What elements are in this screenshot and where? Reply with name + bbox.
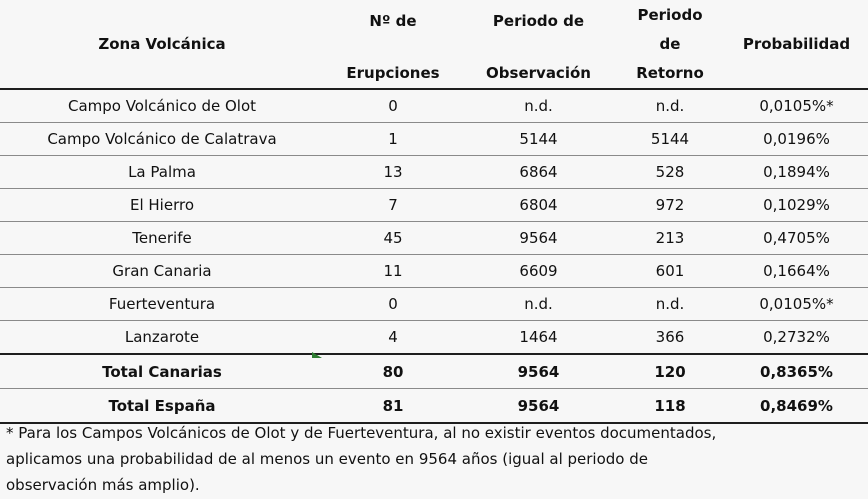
- total-row-canarias: [0, 354, 868, 389]
- cell-probabilidad: 0,1894%: [725, 156, 868, 189]
- footnote-line: aplicamos una probabilidad de al menos un evento en 9564 años (igual al periodo de: [6, 450, 648, 468]
- cell-zona: Total España: [0, 389, 324, 424]
- cell-erupciones: 0: [324, 288, 462, 321]
- table-row: [0, 89, 868, 123]
- cell-observacion: 6804: [462, 189, 615, 222]
- cell-erupciones: 1: [324, 123, 462, 156]
- cell-erupciones: 4: [324, 321, 462, 355]
- cell-retorno: 213: [615, 222, 725, 255]
- footnote-line: observación más amplio).: [6, 476, 200, 494]
- cell-observacion: n.d.: [462, 288, 615, 321]
- cell-erupciones: 81: [324, 389, 462, 424]
- cell-zona: El Hierro: [0, 189, 324, 222]
- cell-probabilidad: 0,0105%*: [725, 288, 868, 321]
- cell-retorno: 5144: [615, 123, 725, 156]
- cell-observacion: 9564: [462, 354, 615, 389]
- header-retorno: Periodo de Retorno: [615, 0, 725, 89]
- header-probabilidad: Probabilidad: [725, 0, 868, 89]
- cell-observacion: 9564: [462, 222, 615, 255]
- header-erupciones: Nº de Erupciones: [324, 0, 462, 89]
- cell-erupciones: 7: [324, 189, 462, 222]
- cell-zona: Gran Canaria: [0, 255, 324, 288]
- cell-erupciones: 11: [324, 255, 462, 288]
- cell-zona: Campo Volcánico de Calatrava: [0, 123, 324, 156]
- cell-retorno: 118: [615, 389, 725, 424]
- header-observacion: Periodo de Observación: [462, 0, 615, 89]
- cell-retorno: 120: [615, 354, 725, 389]
- cell-observacion: 5144: [462, 123, 615, 156]
- cell-observacion: n.d.: [462, 89, 615, 123]
- cell-observacion: 6609: [462, 255, 615, 288]
- cell-zona: Tenerife: [0, 222, 324, 255]
- cell-erupciones: 0: [324, 89, 462, 123]
- cell-probabilidad: 0,1664%: [725, 255, 868, 288]
- table-row: [0, 189, 868, 222]
- cell-probabilidad: 0,2732%: [725, 321, 868, 355]
- cell-probabilidad: 0,1029%: [725, 189, 868, 222]
- table-row: [0, 156, 868, 189]
- table-row: [0, 222, 868, 255]
- cell-observacion: 6864: [462, 156, 615, 189]
- cell-retorno: n.d.: [615, 89, 725, 123]
- cell-probabilidad: 0,0105%*: [725, 89, 868, 123]
- cell-erupciones: 45: [324, 222, 462, 255]
- table-row: [0, 288, 868, 321]
- cell-zona: Campo Volcánico de Olot: [0, 89, 324, 123]
- table-row: [0, 123, 868, 156]
- footnote-line: * Para los Campos Volcánicos de Olot y de Fuerteventura, al no existir eventos documentados,: [6, 424, 717, 442]
- cell-observacion: 9564: [462, 389, 615, 424]
- cell-comment-marker-icon: [312, 352, 322, 358]
- cell-zona: La Palma: [0, 156, 324, 189]
- cell-erupciones: 13: [324, 156, 462, 189]
- table-header-row: [0, 0, 868, 89]
- table-row: [0, 321, 868, 355]
- cell-retorno: 366: [615, 321, 725, 355]
- cell-retorno: 528: [615, 156, 725, 189]
- table-row: [0, 255, 868, 288]
- cell-probabilidad: 0,8365%: [725, 354, 868, 389]
- cell-zona: Total Canarias: [0, 354, 324, 389]
- cell-zona: Lanzarote: [0, 321, 324, 355]
- cell-retorno: n.d.: [615, 288, 725, 321]
- cell-zona: Fuerteventura: [0, 288, 324, 321]
- cell-probabilidad: 0,8469%: [725, 389, 868, 424]
- cell-observacion: 1464: [462, 321, 615, 355]
- footnote: [6, 420, 866, 498]
- cell-probabilidad: 0,4705%: [725, 222, 868, 255]
- cell-erupciones: 80: [324, 354, 462, 389]
- cell-retorno: 601: [615, 255, 725, 288]
- cell-probabilidad: 0,0196%: [725, 123, 868, 156]
- total-row-espana: [0, 389, 868, 424]
- cell-retorno: 972: [615, 189, 725, 222]
- header-zona: Zona Volcánica: [0, 0, 324, 89]
